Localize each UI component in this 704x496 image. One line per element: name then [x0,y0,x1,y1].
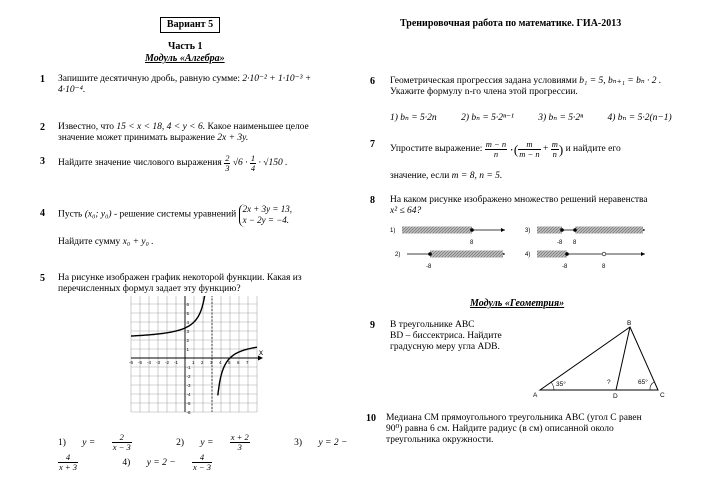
x-tick-label: 7 [246,360,249,365]
q6-answer-3: 3) bₙ = 5·2ⁿ [538,113,584,123]
q8-option-2-tick-m8: -8 [426,264,432,270]
x-tick-label: 5 [228,360,231,365]
x-tick-label: 3 [210,360,213,365]
q8-option-3-tick-8: 8 [573,240,577,246]
x-tick-label: -2 [165,360,170,365]
q2-text: Известно, что 15 < x < 18, 4 < y < 6. Какое наименьшее целое значение может принимать выражение 2x + 3y. [58,122,309,144]
y-tick-label: -2 [186,374,191,379]
variant-box: Вариант 5 [160,17,220,33]
vertex-a: A [533,392,538,399]
y-tick-label: -6 [186,410,191,415]
q4-number: 4 [40,208,45,219]
x-tick-label: 6 [237,360,240,365]
x-tick-label: 2 [201,360,204,365]
q8-option-4-tick-8: 8 [602,264,606,270]
q3-text: Найдите значение числового выражения $\frac{2}{3}$ √6 · $\frac{1}{4}$ · √150 . [58,153,288,174]
q8-option-1-label: 1) [390,228,396,234]
q10-text: Медиана CM прямоугольного треугольника ABC (угол С равен 90⁰) равна 6 см. Найдите радиус (в см) описанной около треугольника окружности. [386,413,642,446]
graph-tick-labels [129,302,249,415]
q1-number: 1 [40,74,45,85]
x-tick-label: -3 [156,360,161,365]
x-tick-label: -4 [147,360,152,365]
q9-number: 9 [370,320,375,331]
q4-text: Пусть (x₀; y₀) - решение системы уравнений 2x + 3y = 13, x − 2y = −4. [58,204,292,226]
vertex-b: B [627,320,632,327]
q8-number: 8 [370,195,375,206]
q8-option-3-tick-m8: -8 [557,240,563,246]
angle-a-label: 35° [556,381,566,388]
q4-system: 2x + 3y = 13, x − 2y = −4. [239,204,292,227]
x-tick-label: 1 [192,360,195,365]
q8-number-lines [390,222,690,272]
q9-triangle [530,318,670,400]
q8-option-2-shade [430,251,503,258]
q7-text: Упростите выражение: $\frac{m - n}{n}$ ·( $\frac{m}{m - n}$ + $\frac{m}{n}$ ) и найдите его [390,139,621,160]
graph-axes [131,296,263,412]
q8-option-3-shade-left [537,227,562,234]
q6-text: Геометрическая прогрессия задана условиями b₁ = 5, bₙ₊₁ = bₙ · 2 . Укажите формулу n-го члена этой прогрессии. [390,76,662,98]
q5-function-graph [118,296,268,426]
q8-text: На каком рисунке изображено множество решений неравенства x² ≤ 64? [390,195,648,217]
q3-number: 3 [40,156,45,167]
angle-adb-label: ? [607,379,611,386]
y-tick-label: 1 [186,347,190,352]
q8-option-3-label: 3) [525,228,531,234]
q6-answer-2: 2) bₙ = 5·2ⁿ⁻¹ [461,113,514,123]
part-label: Часть 1 [168,41,203,52]
y-tick-label: -1 [186,365,191,370]
vertex-d: D [613,393,618,400]
y-tick-label: -5 [186,401,191,406]
q8-option-2-label: 2) [395,252,401,258]
q8-option-4-tick-m8: -8 [562,264,568,270]
y-tick-label: -3 [186,383,191,388]
graph-grid [131,296,257,412]
q5-text: На рисунке изображен график некоторой функции. Какая из перечисленных формул задает эту функцию? [58,273,302,295]
x-tick-label: 4 [219,360,222,365]
q5-answer-2: 2) y = $\frac{x + 2}{3}$ [176,432,249,453]
work-title: Тренировочная работа по математике. ГИА-2013 [400,18,622,29]
q4-ask: Найдите сумму x₀ + y₀ . [58,237,154,247]
x-tick-label: -6 [129,360,134,365]
q8-option-1-tick-8: 8 [470,240,474,246]
q8-option-4-shade [537,251,567,258]
q2-number: 2 [40,122,45,133]
q6-answer-1: 1) bₙ = 5·2n [390,113,437,123]
q7-values: значение, если m = 8, n = 5. [390,171,503,181]
q1-text: Запишите десятичную дробь, равную сумме: 2·10⁻² + 1·10⁻³ + 4·10⁻⁴. [58,74,312,96]
module-geometry-title: Модуль «Геометрия» [470,298,565,309]
q10-number: 10 [366,413,376,424]
x-tick-label: -5 [138,360,143,365]
y-tick-label: 2 [186,338,190,343]
y-tick-label: 5 [186,311,190,316]
q7-number: 7 [370,139,375,150]
q8-option-4-label: 4) [525,252,531,258]
x-tick-label: -1 [174,360,179,365]
y-tick-label: 6 [186,302,190,307]
q5-answers [58,433,368,472]
q5-answer-3: 3) y = 2 − $\frac{4}{x + 3}$ [59,438,348,473]
y-tick-label: -4 [186,392,191,397]
q5-answer-4: 4) y = 2 − $\frac{4}{x - 3}$ [122,451,211,473]
q9-text: В треугольнике ABC BD – биссектриса. Найдите градусную меру угла ADB. [390,320,502,353]
q5-number: 5 [40,273,45,284]
q6-answers [390,113,700,124]
angle-c-label: 65° [638,379,648,386]
q6-answer-4: 4) bₙ = 5·2(n−1) [607,113,672,123]
vertex-c: C [660,392,665,399]
q8-option-1-shade [402,227,472,234]
q5-answer-1: 1) y = $\frac{2}{x - 3}$ [58,432,131,453]
module-algebra-title: Модуль «Алгебра» [145,53,225,64]
q6-number: 6 [370,76,375,87]
y-tick-label: 4 [186,320,190,325]
x-axis-label: x [259,348,263,357]
y-tick-label: 3 [186,329,190,334]
q8-option-3-shade-right [575,227,643,234]
